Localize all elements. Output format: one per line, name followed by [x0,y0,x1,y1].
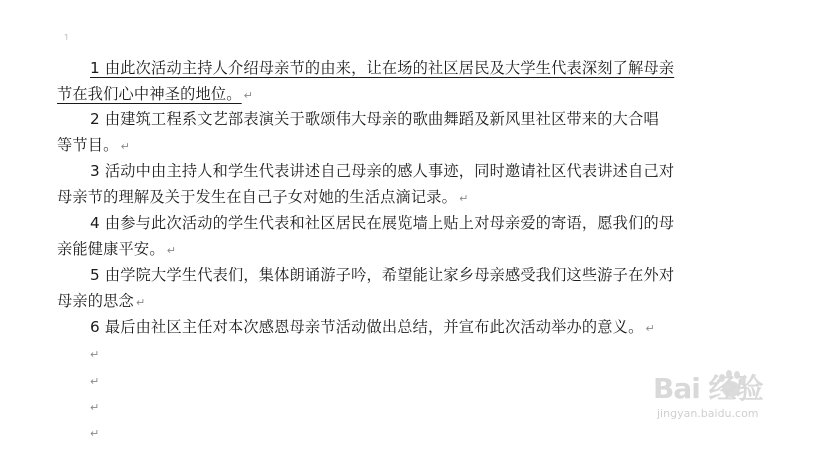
paragraph-mark-icon: ↵ [645,322,655,335]
paragraph-line: 亲能健康平安。 ↵ [57,240,177,258]
empty-paragraph-mark-icon[interactable]: ↵ [90,401,100,414]
paragraph-line: 4 由参与此次活动的学生代表和社区居民在展览墙上贴上对母亲爱的寄语，愿我们的母 [90,214,675,232]
watermark-logo-text: Bai 经验 [653,372,763,405]
paragraph-line: 5 由学院大学生代表们，集体朗诵游子吟，希望能让家乡母亲感受我们这些游子在外对 [90,266,675,284]
empty-paragraph-mark-icon[interactable]: ↵ [90,427,100,440]
paragraph-3[interactable] [57,158,747,210]
watermark-url: jingyan.baidu.com [657,407,759,420]
paragraph-4[interactable] [57,210,747,262]
paragraph-2[interactable] [57,106,747,158]
paragraph-mark-icon: ↵ [166,244,177,257]
paragraph-line: 2 由建筑工程系文艺部表演关于歌颂伟大母亲的歌曲舞蹈及新风里社区带来的大合唱 [90,110,659,128]
paragraph-line: 节在我们心中神圣的地位。 ↵ [57,85,254,103]
empty-paragraph-mark-icon[interactable]: ↵ [90,375,100,388]
paragraph-line: 3 活动中由主持人和学生代表讲述自己母亲的感人事迹，同时邀请社区代表讲述自己对 [90,162,675,180]
paragraph-line: 母亲的思念 ↵ [57,292,146,310]
paragraph-line: 母亲节的理解及关于发生在自己子女对她的生活点滴记录。 ↵ [57,188,469,206]
paragraph-1[interactable] [57,55,747,107]
paragraph-line: 6 最后由社区主任对本次感恩母亲节活动做出总结，并宣布此次活动举办的意义。 ↵ [90,318,655,336]
paragraph-mark-icon: ↵ [243,89,254,102]
paragraph-mark-icon: ↵ [120,140,130,153]
paragraph-line: 等节目。 ↵ [57,136,130,154]
paragraph-5[interactable] [57,262,747,314]
empty-paragraph-mark-icon[interactable]: ↵ [90,348,100,361]
baidu-jingyan-watermark [653,367,803,427]
paragraph-mark-icon: ↵ [459,192,469,205]
paragraph-6[interactable] [57,314,747,340]
paragraph-mark-icon: ↵ [135,296,146,309]
margin-corner-mark: ˥ [64,33,68,42]
paragraph-line: 1 由此次活动主持人介绍母亲节的由来，让在场的社区居民及大学生代表深刻了解母亲 [90,59,675,77]
